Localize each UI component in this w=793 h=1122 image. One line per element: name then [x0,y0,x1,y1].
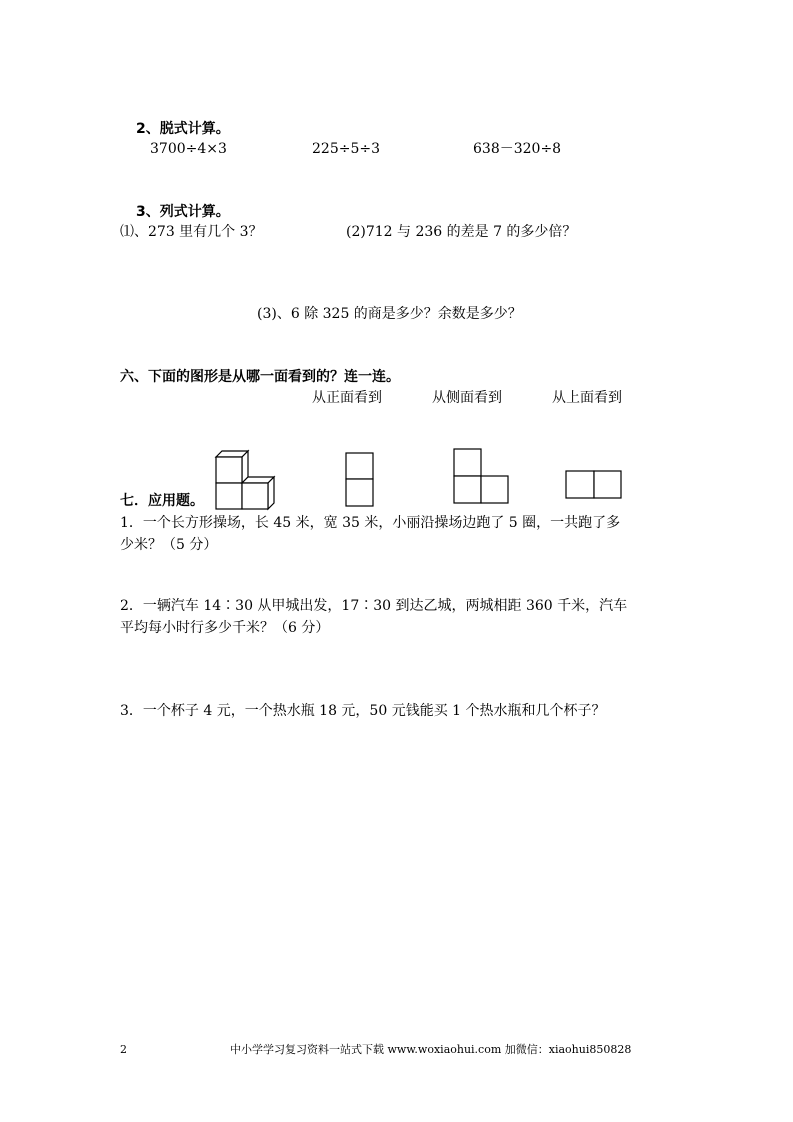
calc-item-2: 225÷5÷3 [312,141,380,157]
top-view-figure [565,470,623,500]
section6-heading: 六、下面的图形是从哪一面看到的？连一连。 [120,369,400,385]
cube-stack-figure [212,446,282,514]
problem-1-line-1: 1．一个长方形操场，长 45 米，宽 35 米，小丽沿操场边跑了 5 圈，一共跑了多 [120,515,621,531]
calc-item-1: 3700÷4×3 [150,141,227,157]
question-2: (2)712 与 236 的差是 7 的多少倍？ [346,224,577,240]
footer-text: 中小学学习复习资料一站式下载 www.woxiaohui.com 加微信：xiaohui850828 [230,1043,632,1056]
l-shape-view-figure [453,448,511,506]
view-label-side: 从侧面看到 [432,390,502,406]
section7-heading: 七．应用题。 [120,493,204,509]
view-label-top: 从上面看到 [552,390,622,406]
problem-2-line-2: 平均每小时行多少千米？（6 分） [120,620,330,636]
calc-item-3: 638－320÷8 [473,141,562,157]
view-label-front: 从正面看到 [312,390,382,406]
question-3: (3)、6 除 325 的商是多少？余数是多少？ [257,306,522,322]
problem-3: 3．一个杯子 4 元，一个热水瓶 18 元，50 元钱能买 1 个热水瓶和几个杯子？ [120,703,606,719]
section2-heading: 2、脱式计算。 [136,121,230,137]
question-1: ⑴、273 里有几个 3？ [120,224,263,240]
problem-1-line-2: 少米？（5 分） [120,537,218,553]
problem-2-line-1: 2．一辆汽车 14∶30 从甲城出发，17∶30 到达乙城，两城相距 360 千米，汽车 [120,598,628,614]
section3-heading: 3、列式计算。 [136,204,230,220]
front-view-figure [345,452,375,508]
page-number: 2 [120,1043,127,1056]
